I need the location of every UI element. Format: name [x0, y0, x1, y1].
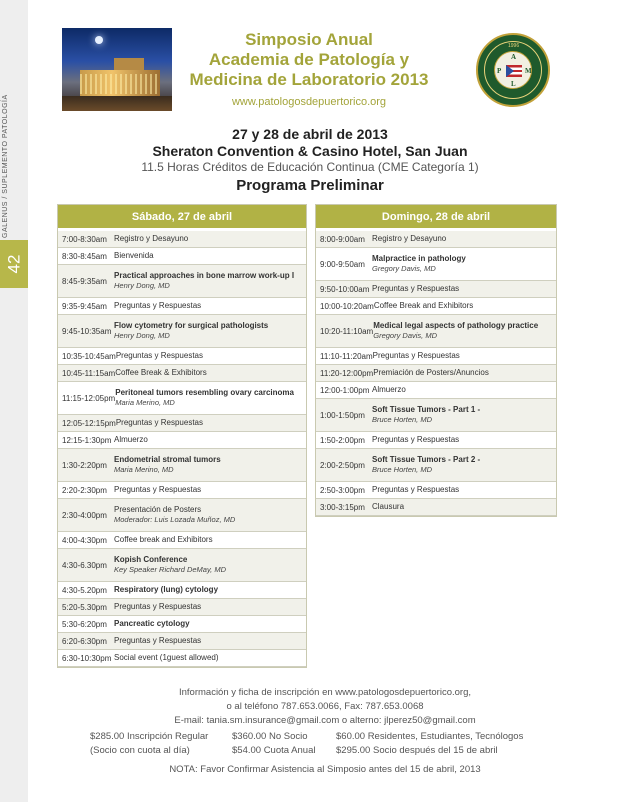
session-details — [115, 365, 306, 381]
session-title: Premiación de Posters/Anuncios — [373, 368, 489, 377]
info-line-3: E-mail: tania.sm.insurance@gmail.com o alterno: jlperez50@gmail.com — [174, 715, 476, 726]
session-title: Flow cytometry for surgical pathologists — [114, 321, 269, 330]
schedule-row — [58, 248, 306, 265]
flag-icon — [506, 65, 522, 77]
session-title: Preguntas y Respuestas — [372, 284, 460, 293]
hotel-lights — [80, 74, 160, 94]
schedule-row — [316, 449, 556, 482]
session-details — [115, 382, 306, 414]
session-title: Social event (1guest allowed) — [114, 653, 219, 662]
session-speaker: Bruce Horten, MD — [372, 415, 433, 424]
title-line-1: Simposio Anual — [245, 30, 373, 49]
schedule-row — [316, 365, 556, 382]
session-time: 12:00-1:00pm — [320, 385, 370, 395]
session-time: 9:00-9:50am — [320, 259, 365, 269]
session-time: 8:00-9:00am — [320, 234, 365, 244]
website-link[interactable]: www.patologosdepuertorico.org — [231, 96, 387, 108]
schedule-row — [58, 315, 306, 348]
schedule-row — [316, 315, 556, 348]
title-line-2: Academia de Patología y — [208, 50, 410, 69]
session-title: Presentación de Posters — [114, 505, 202, 514]
session-time: 9:45-10:35am — [62, 326, 112, 336]
seal-letter-p: P — [497, 67, 502, 75]
price-regular: $285.00 Inscripción Regular — [90, 731, 209, 742]
session-details — [114, 298, 306, 314]
schedule-row — [58, 265, 306, 298]
sunday-schedule — [315, 204, 557, 517]
session-details — [374, 298, 556, 314]
session-details — [372, 399, 556, 431]
session-details — [372, 231, 556, 247]
program-heading: Programa Preliminar — [236, 177, 384, 194]
session-time: 6:20-6:30pm — [62, 636, 107, 646]
session-title: Medical legal aspects of pathology practice — [373, 321, 539, 330]
registration-info — [30, 686, 620, 728]
price-late-member: $295.00 Socio después del 15 de abril — [336, 745, 498, 756]
session-details — [114, 248, 306, 264]
schedule-row — [58, 231, 306, 248]
session-details — [114, 616, 306, 632]
sunday-rows — [316, 231, 556, 516]
event-credits: 11.5 Horas Créditos de Educación Continua (CME Categoría 1) — [141, 160, 479, 174]
session-time: 4:00-4:30pm — [62, 535, 107, 545]
session-title: Preguntas y Respuestas — [372, 351, 460, 360]
session-title: Soft Tissue Tumors - Part 1 - — [372, 405, 481, 414]
session-time: 1:50-2:00pm — [320, 435, 365, 445]
event-venue: Sheraton Convention & Casino Hotel, San Juan — [152, 143, 468, 159]
session-speaker: Bruce Horten, MD — [372, 465, 433, 474]
session-speaker: Henry Dong, MD — [114, 331, 170, 340]
schedule-row — [58, 432, 306, 449]
price-column-1 — [90, 730, 208, 758]
session-details — [372, 382, 556, 398]
schedule-row — [316, 482, 556, 499]
price-non-member: $360.00 No Socio — [232, 731, 308, 742]
session-title: Coffee break and Exhibitors — [114, 535, 213, 544]
session-time: 12:05-12:15pm — [62, 418, 116, 428]
session-title: Almuerzo — [114, 435, 148, 444]
session-details — [114, 599, 306, 615]
schedule-row — [58, 599, 306, 616]
session-speaker: Key Speaker Richard DeMay, MD — [114, 565, 226, 574]
schedule-row — [58, 499, 306, 532]
session-time: 7:00-8:30am — [62, 234, 107, 244]
price-column-3 — [336, 730, 523, 758]
seal-letter-a: A — [511, 53, 517, 61]
schedule-row — [316, 231, 556, 248]
session-details — [114, 432, 306, 448]
schedule-row — [58, 382, 306, 415]
schedule-row — [58, 298, 306, 315]
academy-seal-icon — [476, 33, 550, 107]
hotel-ground — [62, 96, 172, 111]
session-time: 1:30-2:20pm — [62, 460, 107, 470]
session-time: 6:30-10:30pm — [62, 653, 112, 663]
info-line-2: o al teléfono 787.653.0066, Fax: 787.653.0068 — [226, 701, 424, 712]
schedule-row — [316, 248, 556, 281]
session-time: 1:00-1:50pm — [320, 410, 365, 420]
price-annual-fee: $54.00 Cuota Anual — [232, 745, 316, 756]
session-title: Peritoneal tumors resembling ovary carcinoma — [115, 388, 294, 397]
session-speaker: Gregory Davis, MD — [372, 264, 436, 273]
session-time: 10:20-11:10am — [320, 326, 374, 336]
schedule-row — [58, 616, 306, 633]
session-time: 4:30-6.30pm — [62, 560, 107, 570]
schedule-row — [58, 650, 306, 667]
session-details — [372, 482, 556, 498]
seal-year: 1996 — [508, 43, 520, 49]
session-details — [114, 549, 306, 581]
page-number: 42 — [3, 254, 23, 274]
session-title: Preguntas y Respuestas — [372, 485, 460, 494]
session-time: 9:50-10:00am — [320, 284, 370, 294]
schedule-row — [316, 298, 556, 315]
schedule-row — [58, 482, 306, 499]
session-details — [114, 482, 306, 498]
session-title: Preguntas y Respuestas — [114, 636, 202, 645]
session-details — [372, 281, 556, 297]
session-time: 8:30-8:45am — [62, 251, 107, 261]
session-title: Preguntas y Respuestas — [115, 418, 203, 427]
session-title: Pancreatic cytology — [114, 619, 190, 628]
session-time: 10:00-10:20am — [320, 301, 374, 311]
session-details — [372, 248, 556, 280]
session-title: Endometrial stromal tumors — [114, 455, 221, 464]
session-time: 3:00-3:15pm — [320, 502, 365, 512]
event-dates: 27 y 28 de abril de 2013 — [232, 126, 388, 142]
confirmation-note: NOTA: Favor Confirmar Asistencia al Simposio antes del 15 de abril, 2013 — [169, 764, 481, 775]
session-title: Coffee Break and Exhibitors — [373, 301, 474, 310]
session-time: 10:45-11:15am — [62, 368, 116, 378]
schedule-row — [58, 365, 306, 382]
schedule-row — [58, 549, 306, 582]
title-line-3: Medicina de Laboratorio 2013 — [189, 70, 429, 89]
session-details — [114, 650, 306, 666]
schedule-row — [316, 432, 556, 449]
session-details — [373, 348, 556, 364]
session-speaker: Maria Merino, MD — [114, 465, 174, 474]
saturday-rows — [58, 231, 306, 667]
session-title: Coffee Break & Exhibitors — [115, 368, 207, 377]
running-head: GALENUS / SUPLEMENTO PATOLOGÍA — [2, 94, 9, 238]
session-time: 12:15-1:30pm — [62, 435, 112, 445]
session-time: 11:15-12:05pm — [62, 393, 116, 403]
price-regular-note: (Socio con cuota al día) — [90, 745, 190, 756]
session-time: 11:20-12:00pm — [320, 368, 374, 378]
schedule-row — [58, 415, 306, 432]
schedule-row — [316, 281, 556, 298]
session-details — [114, 231, 306, 247]
session-details — [373, 365, 556, 381]
session-speaker: Gregory Davis, MD — [373, 331, 437, 340]
session-details — [114, 265, 306, 297]
schedule-row — [316, 499, 556, 516]
schedule-row — [58, 633, 306, 650]
session-details — [116, 415, 306, 431]
seal-letter-l: L — [511, 80, 516, 88]
session-details — [114, 633, 306, 649]
schedule-row — [316, 399, 556, 432]
session-title: Respiratory (lung) cytology — [114, 585, 219, 594]
session-title: Almuerzo — [372, 385, 406, 394]
session-title: Preguntas y Respuestas — [114, 301, 202, 310]
session-title: Preguntas y Respuestas — [115, 351, 203, 360]
session-details — [372, 432, 556, 448]
session-speaker: Maria Merino, MD — [115, 398, 175, 407]
session-time: 2:30-4:00pm — [62, 510, 107, 520]
session-title: Registro y Desayuno — [372, 234, 447, 243]
session-time: 2:00-2:50pm — [320, 460, 365, 470]
session-details — [114, 315, 306, 347]
seal-letter-m: M — [525, 67, 532, 75]
session-details — [372, 449, 556, 481]
info-line-1: Información y ficha de inscripción en www.patologosdepuertorico.org, — [178, 687, 472, 698]
price-residents: $60.00 Residentes, Estudiantes, Tecnólogos — [336, 731, 524, 742]
session-details — [114, 582, 306, 598]
session-time: 11:10-11:20am — [320, 351, 373, 361]
session-details — [372, 499, 556, 515]
session-time: 2:50-3:00pm — [320, 485, 365, 495]
schedule-row — [58, 582, 306, 599]
session-time: 4:30-5.20pm — [62, 585, 107, 595]
schedule-row — [316, 382, 556, 399]
session-title: Malpractice in pathology — [372, 254, 466, 263]
session-details — [114, 499, 306, 531]
session-title: Preguntas y Respuestas — [114, 602, 202, 611]
session-time: 5:20-5.30pm — [62, 602, 107, 612]
session-title: Preguntas y Respuestas — [372, 435, 460, 444]
schedule-row — [58, 532, 306, 549]
price-column-2 — [232, 730, 315, 758]
schedule-row — [58, 348, 306, 365]
session-speaker: Henry Dong, MD — [114, 281, 170, 290]
session-title: Kopish Conference — [114, 555, 188, 564]
session-time: 2:20-2:30pm — [62, 485, 107, 495]
saturday-heading: Sábado, 27 de abril — [58, 205, 306, 231]
session-time: 10:35-10:45am — [62, 351, 116, 361]
session-title: Soft Tissue Tumors - Part 2 - — [372, 455, 481, 464]
hotel-photo — [62, 28, 172, 111]
session-time: 5:30-6:20pm — [62, 619, 107, 629]
sunday-heading: Domingo, 28 de abril — [316, 205, 556, 231]
session-title: Practical approaches in bone marrow work-up I — [114, 271, 295, 280]
session-details — [373, 315, 556, 347]
session-time: 8:45-9:35am — [62, 276, 107, 286]
symposium-title — [178, 30, 440, 90]
saturday-schedule — [57, 204, 307, 668]
page-number-badge — [0, 240, 28, 288]
session-title: Bienvenida — [114, 251, 154, 260]
session-details — [116, 348, 306, 364]
moon-icon — [95, 36, 103, 44]
session-title: Clausura — [372, 502, 405, 511]
schedule-row — [58, 449, 306, 482]
session-details — [114, 449, 306, 481]
session-title: Registro y Desayuno — [114, 234, 189, 243]
session-title: Preguntas y Respuestas — [114, 485, 202, 494]
schedule-row — [316, 348, 556, 365]
session-time: 9:35-9:45am — [62, 301, 107, 311]
session-details — [114, 532, 306, 548]
session-speaker: Moderador: Luis Lozada Muñoz, MD — [114, 515, 236, 524]
